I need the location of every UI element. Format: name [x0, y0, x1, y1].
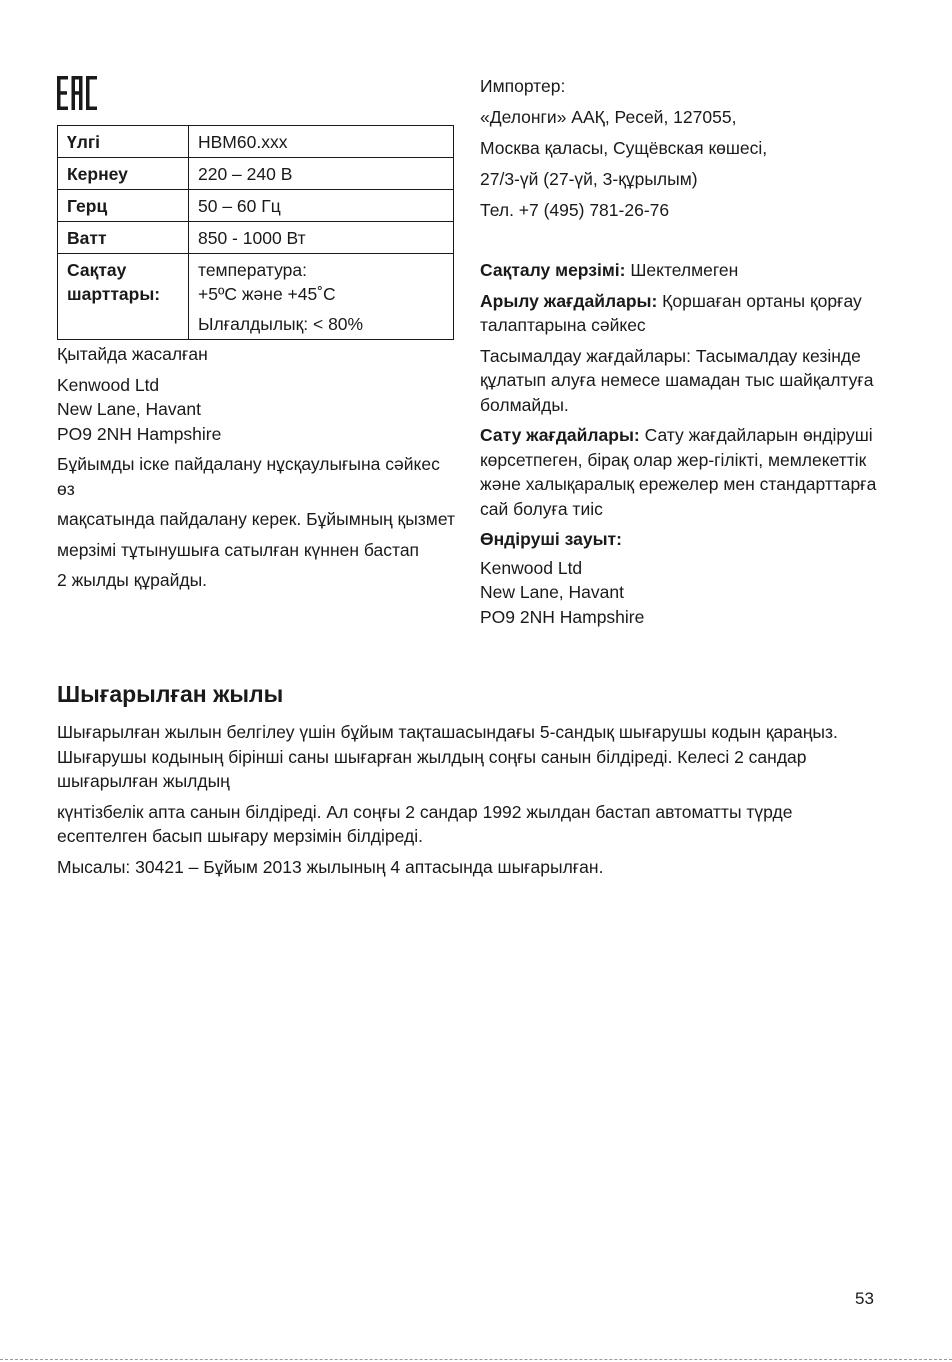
- spec-key-line: шарттары:: [67, 284, 161, 304]
- disposal-conditions: [480, 289, 880, 338]
- spec-value: 220 – 240 В: [189, 158, 454, 190]
- table-row: [58, 158, 454, 190]
- storage-text: Шектелмеген: [625, 260, 739, 280]
- production-year-body: [57, 720, 877, 885]
- importer-line: Импортер:: [480, 76, 566, 96]
- made-in-text: Қытайда жасалған: [57, 344, 208, 364]
- spec-key: Ватт: [58, 222, 189, 254]
- address-line: PO9 2NH Hampshire: [57, 423, 222, 444]
- spec-value-line: температура:: [198, 260, 307, 280]
- usage-paragraph: 2 жылды құрайды.: [57, 570, 208, 590]
- sales-label: Сату жағдайлары:: [480, 425, 640, 445]
- production-paragraph: күнтізбелік апта санын білдіреді. Ал соңғы 2 сандар 1992 жылдан бастап автоматты түрде есептелген басып шығару мерзімін білдіреді.: [57, 801, 793, 846]
- table-row: [58, 190, 454, 222]
- left-column: [57, 125, 457, 599]
- production-paragraph: Мысалы: 30421 – Бұйым 2013 жылының 4 аптасында шығарылған.: [57, 856, 604, 877]
- spec-key: [58, 254, 189, 340]
- section-title: Шығарылған жылы: [57, 681, 284, 707]
- usage-paragraph: мақсатында пайдалану керек. Бұйымның қызмет: [57, 509, 456, 529]
- spec-key: Үлгі: [58, 126, 189, 158]
- address-line: New Lane, Havant: [57, 399, 201, 419]
- bottom-divider: [0, 1359, 952, 1360]
- spec-value: HBM60.xxx: [189, 126, 454, 158]
- spec-value-line: Ылғалдылық: < 80%: [198, 314, 364, 334]
- sales-text: Сату жағдайларын өндіруші көрсетпеген, бірақ олар жер-гілікті, мемлекеттік және халықаралық ережелер мен стандарттарға сай болуға тиіс: [480, 425, 877, 519]
- spec-value: [189, 254, 454, 340]
- spec-value: 850 - 1000 Вт: [189, 222, 454, 254]
- usage-paragraph: мерзімі тұтынушыға сатылған күннен бастап: [57, 539, 420, 560]
- factory-address: [480, 556, 880, 630]
- storage-label: Сақталу мерзімі:: [480, 260, 626, 280]
- sales-conditions: [480, 423, 880, 521]
- disposal-text: Қоршаған ортаны қорғау талаптарына сәйкес: [480, 290, 862, 335]
- factory-label-text: Өндіруші зауыт:: [480, 529, 622, 549]
- spec-value-line: +5ºC және +45˚C: [198, 284, 336, 304]
- page-number: 53: [855, 1289, 874, 1308]
- importer-line: Москва қаласы, Сущёвская көшесі,: [480, 138, 768, 158]
- production-paragraph: Шығарылған жылын белгілеу үшін бұйым тақташасындағы 5-сандық шығарушы кодын қараңыз. Шығарушы кодының бірінші саны шығарған жылдың соңғы санын білдіреді. Келесі 2 сандар шығарылған жылдың: [57, 722, 838, 791]
- transport-conditions: Тасымалдау жағдайлары: Тасымалдау кезінде құлатып алуға немесе шамадан тыс шайқалтуға болмайды.: [480, 345, 874, 415]
- eac-mark-icon: [57, 76, 97, 110]
- factory-label: [480, 527, 880, 552]
- table-row: [58, 222, 454, 254]
- address-line: Kenwood Ltd: [57, 374, 160, 395]
- spec-value: 50 – 60 Гц: [189, 190, 454, 222]
- storage-period: [480, 258, 880, 283]
- address-line: PO9 2NH Hampshire: [480, 606, 645, 627]
- manufacturer-address: [57, 373, 457, 447]
- spec-table: [57, 125, 454, 340]
- address-line: Kenwood Ltd: [480, 557, 583, 578]
- spec-key: Кернеу: [58, 158, 189, 190]
- importer-block: [480, 71, 880, 226]
- usage-paragraph: Бұйымды іске пайдалану нұсқаулығына сәйкес өз: [57, 454, 440, 499]
- disposal-label: Арылу жағдайлары:: [480, 290, 658, 311]
- importer-line: «Делонги» ААҚ, Ресей, 127055,: [480, 107, 737, 127]
- spec-key: Герц: [58, 190, 189, 222]
- address-line: New Lane, Havant: [480, 582, 624, 602]
- importer-line: 27/3-үй (27-үй, 3-құрылым): [480, 169, 698, 189]
- table-row: [58, 254, 454, 340]
- table-row: [58, 126, 454, 158]
- spec-key-line: Сақтау: [67, 260, 127, 280]
- right-column: [480, 71, 880, 635]
- importer-line: Тел. +7 (495) 781-26-76: [480, 200, 670, 220]
